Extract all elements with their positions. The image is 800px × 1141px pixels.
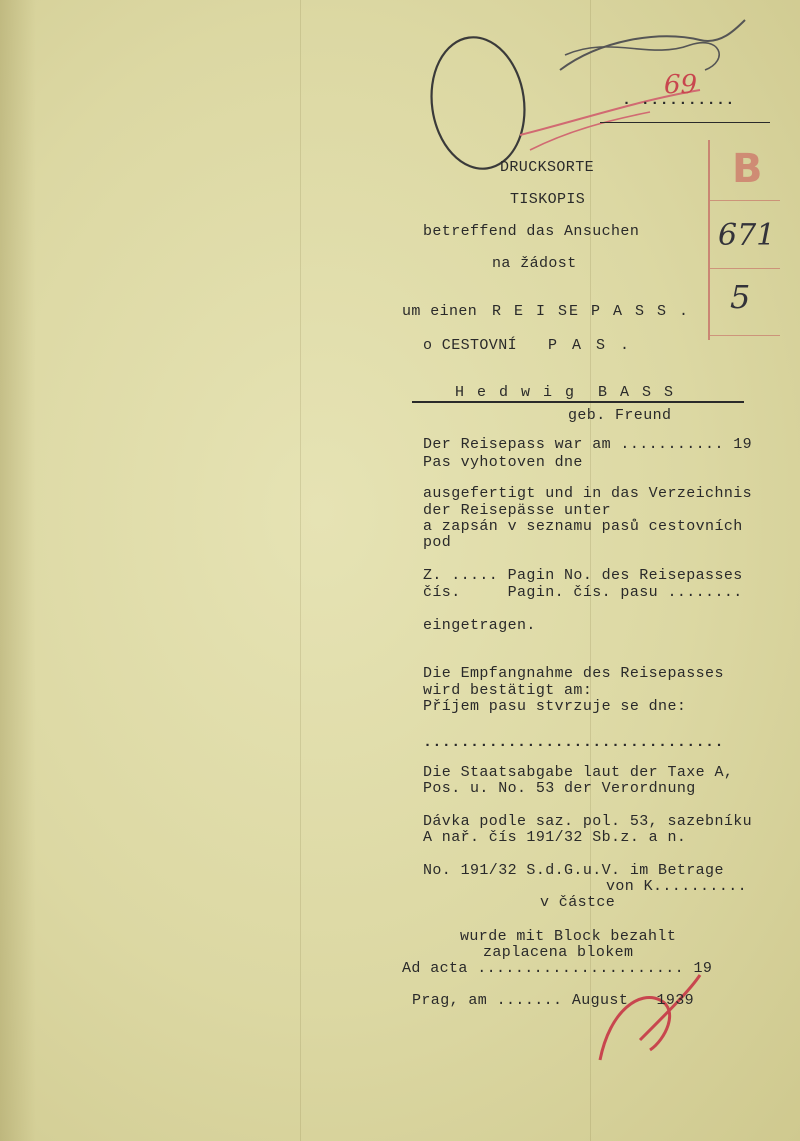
subject-de: betreffend das Ansuchen <box>423 223 640 240</box>
body-line: eingetragen. <box>423 617 536 634</box>
body-line: čís. Pagin. čís. pasu ........ <box>423 584 743 601</box>
body-line: Ad acta ...................... 19 <box>402 960 713 977</box>
divider <box>600 122 770 123</box>
body-line: Die Staatsabgabe laut der Taxe A, <box>423 764 734 781</box>
form-label-de: DRUCKSORTE <box>500 159 595 176</box>
body-line: Die Empfangnahme des Reisepasses <box>423 665 724 682</box>
body-line: A nař. čís 191/32 Sb.z. a n. <box>423 829 687 846</box>
signature-dots: ................................ <box>423 734 724 751</box>
body-line: von K.......... <box>606 878 748 895</box>
request-de-prefix: um einen <box>402 303 478 320</box>
date-line: Prag, am ....... August 1939 <box>412 992 695 1009</box>
body-line: Pos. u. No. 53 der Verordnung <box>423 780 696 797</box>
body-line: a zapsán v seznamu pasů cestovních <box>423 518 743 535</box>
body-line: Příjem pasu stvrzuje se dne: <box>423 698 687 715</box>
applicant-name: H e d w i g B A S S <box>455 384 676 401</box>
handwritten-number: 5 <box>730 278 751 316</box>
name-underline <box>412 401 744 403</box>
body-line: Der Reisepass war am ........... 19 <box>423 436 753 453</box>
body-line: Dávka podle saz. pol. 53, sazebníku <box>423 813 753 830</box>
body-line: zaplacena blokem <box>483 944 634 961</box>
subject-cz: na žádost <box>492 255 577 272</box>
stamp-letter: B <box>732 146 763 192</box>
body-line: wurde mit Block bezahlt <box>460 928 677 945</box>
body-line: ausgefertigt und in das Verzeichnis <box>423 485 753 502</box>
header-dots: . .......... <box>622 92 735 109</box>
request-de-title: R E I SE P A S S . <box>492 303 691 320</box>
body-line: pod <box>423 534 452 551</box>
body-line: wird bestätigt am: <box>423 682 593 699</box>
form-label-cz: TISKOPIS <box>510 191 586 208</box>
handwritten-number: 69 <box>664 70 698 100</box>
maiden-name: geb. Freund <box>568 407 672 424</box>
body-line: No. 191/32 S.d.G.u.V. im Betrage <box>423 862 724 879</box>
body-line: Z. ..... Pagin No. des Reisepasses <box>423 567 743 584</box>
body-line: v částce <box>540 894 616 911</box>
body-line: Pas vyhotoven dne <box>423 454 583 471</box>
body-line: der Reisepässe unter <box>423 502 612 519</box>
handwritten-number: 671 <box>718 218 776 253</box>
request-cz-prefix: o CESTOVNÍ <box>423 337 518 354</box>
request-cz-title: P A S . <box>548 337 633 354</box>
